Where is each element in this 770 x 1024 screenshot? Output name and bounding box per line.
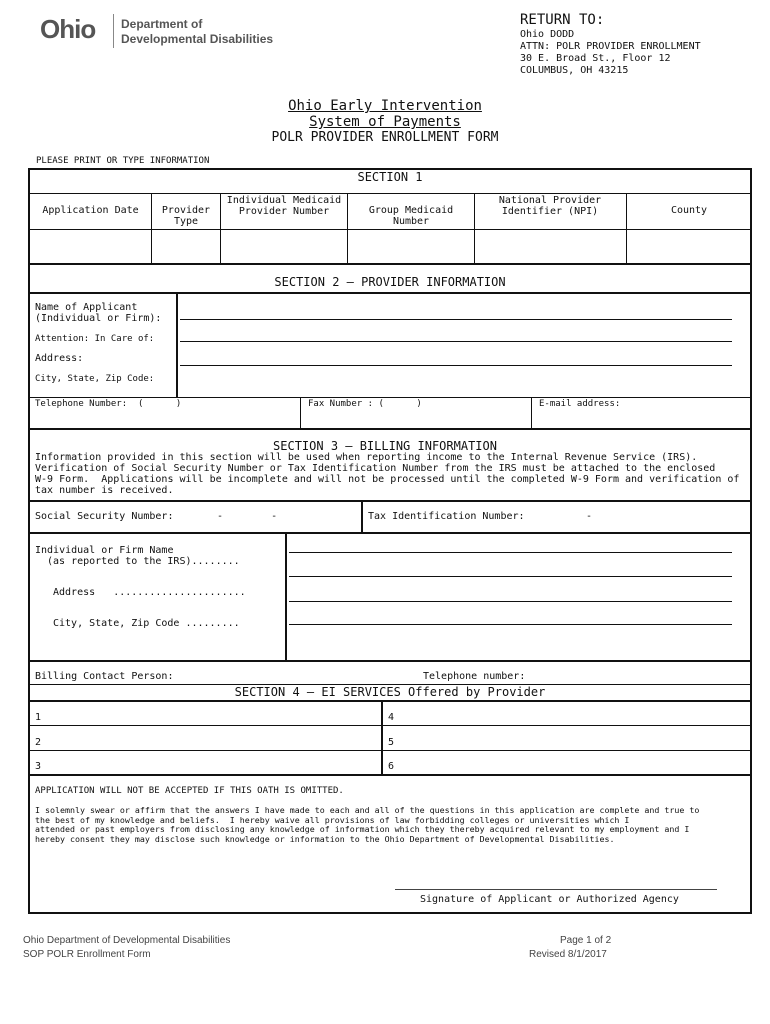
service-number-6: 6	[388, 761, 395, 772]
col-provider-type: Provider Type	[161, 205, 211, 227]
billing-para-line: Information provided in this section will be used when reporting income to the Internal Revenue Service (IRS).	[35, 452, 698, 463]
tin-field[interactable]	[530, 504, 748, 529]
title-line1: Ohio Early Intervention	[288, 98, 482, 114]
col-application-date: Application Date	[42, 205, 139, 216]
provider-type-field[interactable]	[153, 231, 219, 262]
divider	[220, 193, 221, 263]
firm-name-label-1: Individual or Firm Name	[35, 545, 174, 556]
oath-line: hereby consent they may disclose such knowledge or information to the Ohio Department of Developmental Disabilities.	[35, 833, 615, 844]
firm-name-field[interactable]	[289, 536, 732, 576]
section4-title: SECTION 4 – EI SERVICES Offered by Provider	[234, 685, 546, 699]
divider	[28, 428, 752, 430]
service-1-field[interactable]	[45, 703, 379, 724]
divider	[28, 660, 752, 662]
return-title: RETURN TO:	[520, 12, 605, 28]
divider	[474, 193, 475, 263]
firm-name-label-2: (as reported to the IRS)........	[47, 556, 240, 567]
service-6-field[interactable]	[398, 752, 750, 773]
oath-warning: APPLICATION WILL NOT BE ACCEPTED IF THIS OATH IS OMITTED.	[35, 786, 344, 796]
print-instructions: PLEASE PRINT OR TYPE INFORMATION	[36, 156, 210, 166]
return-line: Ohio DODD	[520, 29, 575, 40]
section1-title: SECTION 1	[357, 170, 423, 184]
section2-title: SECTION 2 – PROVIDER INFORMATION	[274, 275, 506, 289]
divider	[285, 532, 287, 660]
divider	[28, 397, 752, 398]
billing-address-label: Address ......................	[53, 587, 246, 598]
tin-separator: -	[586, 511, 593, 522]
footer-page-number: Page 1 of 2	[560, 935, 612, 946]
npi-field[interactable]	[476, 231, 625, 262]
email-field[interactable]	[533, 410, 750, 427]
city-state-zip-label: City, State, Zip Code:	[35, 374, 155, 384]
service-4-field[interactable]	[398, 703, 750, 724]
applicant-name-field[interactable]	[180, 302, 732, 319]
divider	[300, 397, 301, 428]
divider	[28, 229, 752, 230]
attention-label: Attention: In Care of:	[35, 334, 155, 344]
county-field[interactable]	[628, 231, 750, 262]
divider	[28, 700, 752, 702]
fax-label: Fax Number : ( )	[308, 399, 422, 409]
divider	[28, 774, 752, 776]
section3-title: SECTION 3 – BILLING INFORMATION	[273, 439, 497, 453]
billing-contact-field[interactable]	[180, 664, 410, 683]
billing-city-label: City, State, Zip Code .........	[53, 618, 240, 629]
applicant-name-label-1: Name of Applicant	[35, 302, 138, 313]
applicant-name-line	[180, 319, 732, 320]
oath-line: I solemnly swear or affirm that the answers I have made to each and all of the questions in this application are complete and true to	[35, 805, 700, 815]
service-number-4: 4	[388, 712, 395, 723]
individual-medicaid-field[interactable]	[222, 231, 346, 262]
col-npi: National Provider Identifier (NPI)	[498, 195, 602, 217]
application-date-field[interactable]	[30, 231, 150, 262]
billing-phone-label: Telephone number:	[423, 671, 526, 682]
col-individual-medicaid: Individual Medicaid Provider Number	[226, 195, 342, 217]
service-5-field[interactable]	[398, 728, 750, 749]
divider	[176, 292, 178, 398]
telephone-label: Telephone Number: ( )	[35, 399, 182, 409]
fax-field[interactable]	[302, 410, 530, 427]
service-number-2: 2	[35, 737, 42, 748]
divider	[28, 750, 752, 751]
return-line: 30 E. Broad St., Floor 12	[520, 53, 671, 64]
service-3-field[interactable]	[45, 752, 379, 773]
firm-name-line-2	[289, 576, 732, 577]
col-group-medicaid: Group Medicaid Number	[368, 205, 454, 227]
city-state-zip-field[interactable]	[180, 370, 732, 396]
billing-address-line	[289, 601, 732, 602]
logo-word: Ohio	[40, 14, 96, 44]
divider	[151, 193, 152, 263]
ssn-label: Social Security Number:	[35, 511, 174, 522]
attention-field[interactable]	[180, 324, 732, 341]
signature-label: Signature of Applicant or Authorized Agency	[420, 894, 679, 905]
col-county: County	[670, 205, 708, 216]
divider	[28, 193, 752, 194]
service-2-field[interactable]	[45, 728, 379, 749]
divider	[28, 532, 752, 534]
billing-contact-label: Billing Contact Person:	[35, 671, 174, 682]
footer-left-line2: SOP POLR Enrollment Form	[23, 949, 151, 960]
ssn-field[interactable]	[180, 504, 358, 529]
address-line	[180, 365, 732, 366]
title-line3: POLR PROVIDER ENROLLMENT FORM	[271, 130, 499, 145]
return-line: COLUMBUS, OH 43215	[520, 65, 629, 76]
divider	[28, 292, 752, 294]
logo-dept-line1: Department of	[121, 17, 203, 31]
signature-line	[395, 889, 717, 890]
tin-label: Tax Identification Number:	[368, 511, 525, 522]
oath-line: the best of my knowledge and beliefs. I hereby waive all provisions of law forbidding colleges or universities which I	[35, 814, 630, 825]
divider	[381, 700, 383, 774]
service-number-3: 3	[35, 761, 42, 772]
billing-para-line: tax number is received.	[35, 485, 174, 496]
signature-field[interactable]	[395, 860, 717, 889]
divider	[28, 725, 752, 726]
logo-dept-line2: Developmental Disabilities	[121, 32, 274, 46]
return-line: ATTN: POLR PROVIDER ENROLLMENT	[520, 41, 701, 52]
service-number-5: 5	[388, 737, 395, 748]
telephone-field[interactable]	[30, 410, 299, 427]
email-label: E-mail address:	[539, 399, 621, 409]
billing-para-line: Verification of Social Security Number or Tax Identification Number from the IRS must be attached to the enclosed	[35, 463, 716, 474]
billing-address-field[interactable]	[289, 584, 732, 601]
footer-revised: Revised 8/1/2017	[529, 949, 607, 960]
address-label: Address:	[35, 353, 84, 364]
address-field[interactable]	[180, 348, 732, 365]
service-number-1: 1	[35, 712, 42, 723]
divider	[531, 397, 532, 428]
divider	[28, 500, 752, 502]
divider	[626, 193, 627, 263]
billing-city-field[interactable]	[289, 607, 732, 647]
ssn-separators: - -	[217, 511, 278, 522]
billing-phone-field[interactable]	[530, 664, 748, 683]
footer-left-line1: Ohio Department of Developmental Disabilities	[23, 935, 231, 946]
title-line2: System of Payments	[309, 114, 461, 130]
group-medicaid-field[interactable]	[349, 231, 473, 262]
divider	[28, 263, 752, 265]
applicant-name-label-2: (Individual or Firm):	[35, 313, 162, 324]
divider	[361, 500, 363, 532]
logo-divider	[113, 14, 114, 48]
billing-para-line: W-9 Form. Applications will be incomplete and will not be processed until the completed W-9 Form and verification of	[35, 474, 740, 485]
divider	[347, 193, 348, 263]
oath-line: attended or past employers from disclosing any knowledge of information which they thereby acquired relevant to my employment and I	[35, 824, 690, 834]
form-title	[0, 98, 770, 146]
attention-line	[180, 341, 732, 342]
